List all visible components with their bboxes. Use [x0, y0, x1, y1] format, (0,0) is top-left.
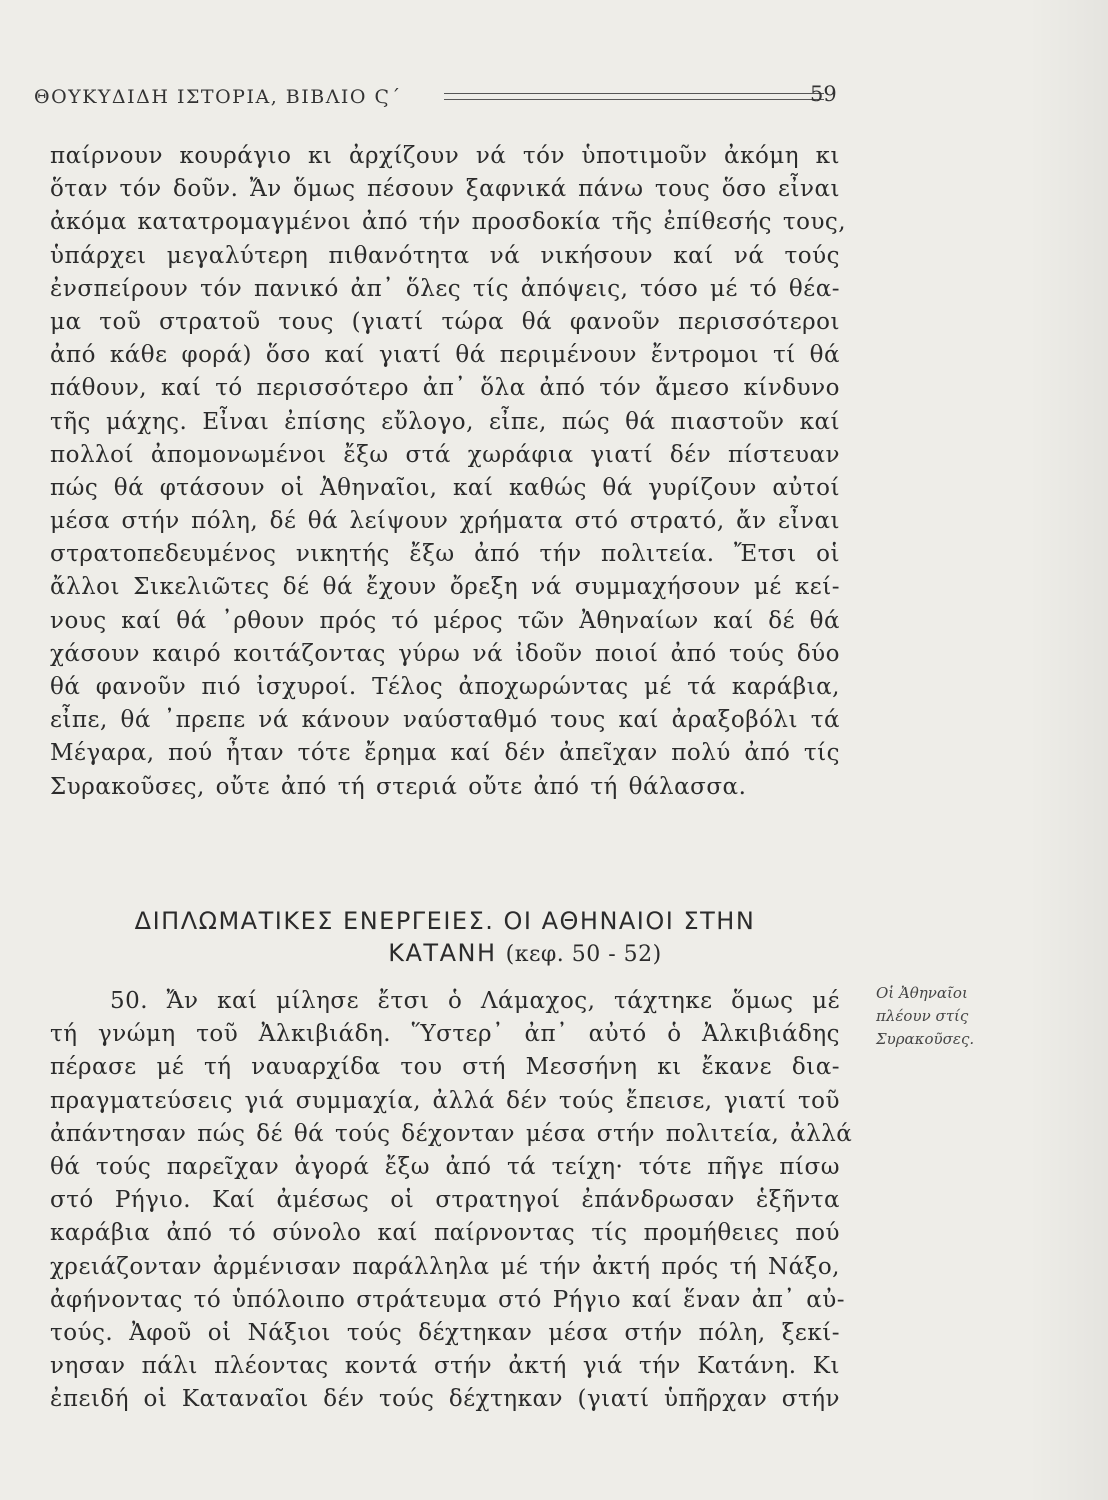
text-line: τή γνώμη τοῦ Ἀλκιβιάδη. Ὕστερ᾿ ἀπ᾿ αὐτό ὁ Ἀλκιβιάδης — [50, 1021, 840, 1048]
section-heading-line1: ΔΙΠΛΩΜΑΤΙΚΕΣ ΕΝΕΡΓΕΙΕΣ. ΟΙ ΑΘΗΝΑΙΟΙ ΣΤΗΝ — [134, 907, 756, 935]
text-line: ἀπάντησαν πώς δέ θά τούς δέχονταν μέσα στήν πολιτεία, ἀλλά — [50, 1120, 853, 1147]
text-line: ἄλλοι Σικελιῶτες δέ θά ἔχουν ὄρεξη νά συμμαχήσουν μέ κεί- — [50, 574, 840, 601]
text-line: πάθουν, καί τό περισσότερο ἀπ᾿ ὅλα ἀπό τόν ἄμεσο κίνδυνο — [50, 375, 840, 402]
page-edge-shadow — [1028, 0, 1108, 1500]
text-line: ἀπό κάθε φορά) ὅσο καί γιατί θά περιμένουν ἔντρομοι τί θά — [50, 342, 840, 369]
text-line: στό Ρήγιο. Καί ἀμέσως οἱ στρατηγοί ἐπάνδρωσαν ἑξῆντα — [50, 1187, 840, 1214]
text-line: πέρασε μέ τή ναυαρχίδα του στή Μεσσήνη κι ἔκανε δια- — [50, 1054, 840, 1081]
section-heading-chapters: (κεφ. 50 - 52) — [505, 942, 662, 967]
text-line: νους καί θά ᾿ρθουν πρός τό μέρος τῶν Ἀθηναίων καί δέ θά — [50, 607, 840, 634]
text-line: μα τοῦ στρατοῦ τους (γιατί τώρα θά φανοῦν περισσότεροι — [50, 308, 840, 335]
running-title: ΘΟΥΚΥΔΙΔΗ ΙΣΤΟΡΙΑ, ΒΙΒΛΙΟ Ϛ΄ — [34, 86, 402, 108]
section-heading-line2 — [50, 937, 840, 971]
text-line: εἶπε, θά ᾿πρεπε νά κάνουν ναύσταθμό τους καί ἀραξοβόλι τά — [50, 707, 840, 734]
text-line: Μέγαρα, πού ἦταν τότε ἔρημα καί δέν ἀπεῖχαν πολύ ἀπό τίς — [50, 740, 840, 767]
margin-note-line: Συρακοῦσες. — [876, 1030, 975, 1048]
text-line: πραγματεύσεις γιά συμμαχία, ἀλλά δέν τούς ἔπεισε, γιατί τοῦ — [50, 1087, 840, 1114]
text-line: θά φανοῦν πιό ἰσχυροί. Τέλος ἀποχωρώντας μέ τά καράβια, — [50, 674, 840, 700]
section-heading — [50, 905, 840, 971]
text-line: πώς θά φτάσουν οἱ Ἀθηναῖοι, καί καθώς θά γυρίζουν αὐτοί — [50, 474, 840, 501]
paragraph-2 — [50, 985, 853, 1416]
text-line: τῆς μάχης. Εἶναι ἐπίσης εὔλογο, εἶπε, πώς θά πιαστοῦν καί — [50, 408, 840, 435]
header-double-rule — [444, 93, 824, 100]
text-line: ἀφήνοντας τό ὑπόλοιπο στράτευμα στό Ρήγιο καί ἕναν ἀπ᾿ αὐ- — [50, 1286, 845, 1313]
text-line: μέσα στήν πόλη, δέ θά λείψουν χρήματα στό στρατό, ἄν εἶναι — [50, 508, 840, 535]
text-line: χρειάζονταν ἀρμένισαν παράλληλα μέ τήν ἀκτή πρός τή Νάξο, — [50, 1253, 840, 1280]
margin-note-line: πλέουν στίς — [876, 1007, 969, 1025]
text-line: θά τούς παρεῖχαν ἀγορά ἔξω ἀπό τά τείχη· τότε πῆγε πίσω — [50, 1153, 840, 1180]
text-line: ἐνσπείρουν τόν πανικό ἀπ᾿ ὅλες τίς ἀπόψεις, τόσο μέ τό θέα- — [50, 275, 840, 302]
text-line: 50. Ἄν καί μίλησε ἔτσι ὁ Λάμαχος, τάχτηκε ὅμως μέ — [110, 988, 840, 1014]
margin-note-line: Οἱ Ἀθηναῖοι — [876, 984, 968, 1002]
text-line: Συρακοῦσες, οὔτε ἀπό τή στεριά οὔτε ἀπό τή θάλασσα. — [50, 773, 747, 800]
page-number: 59 — [810, 82, 837, 106]
text-line: ὅταν τόν δοῦν. Ἄν ὅμως πέσουν ξαφνικά πάνω τους ὅσο εἶναι — [50, 176, 840, 203]
text-line: παίρνουν κουράγιο κι ἀρχίζουν νά τόν ὑποτιμοῦν ἀκόμη κι — [50, 143, 840, 169]
paragraph-1 — [50, 140, 847, 804]
text-line: τούς. Ἀφοῦ οἱ Νάξιοι τούς δέχτηκαν μέσα στήν πόλη, ξεκί- — [50, 1319, 840, 1346]
section-heading-place: ΚΑΤΑΝΗ — [388, 939, 497, 967]
text-line: στρατοπεδευμένος νικητής ἔξω ἀπό τήν πολιτεία. Ἔτσι οἱ — [50, 541, 840, 568]
text-line: νησαν πάλι πλέοντας κοντά στήν ἀκτή γιά τήν Κατάνη. Κι — [50, 1353, 840, 1380]
text-line: ὑπάρχει μεγαλύτερη πιθανότητα νά νικήσουν καί νά τούς — [50, 242, 840, 269]
margin-note — [876, 982, 1056, 1051]
text-line: ἐπειδή οἱ Καταναῖοι δέν τούς δέχτηκαν (γιατί ὑπῆρχαν στήν — [50, 1386, 840, 1413]
text-line: πολλοί ἀπομονωμένοι ἔξω στά χωράφια γιατί δέν πίστευαν — [50, 441, 840, 468]
text-line: χάσουν καιρό κοιτάζοντας γύρω νά ἰδοῦν ποιοί ἀπό τούς δύο — [50, 640, 840, 667]
running-header — [34, 82, 837, 112]
text-line: καράβια ἀπό τό σύνολο καί παίρνοντας τίς προμήθειες πού — [50, 1220, 840, 1247]
text-line: ἀκόμα κατατρομαγμένοι ἀπό τήν προσδοκία τῆς ἐπίθεσής τους, — [50, 209, 847, 236]
